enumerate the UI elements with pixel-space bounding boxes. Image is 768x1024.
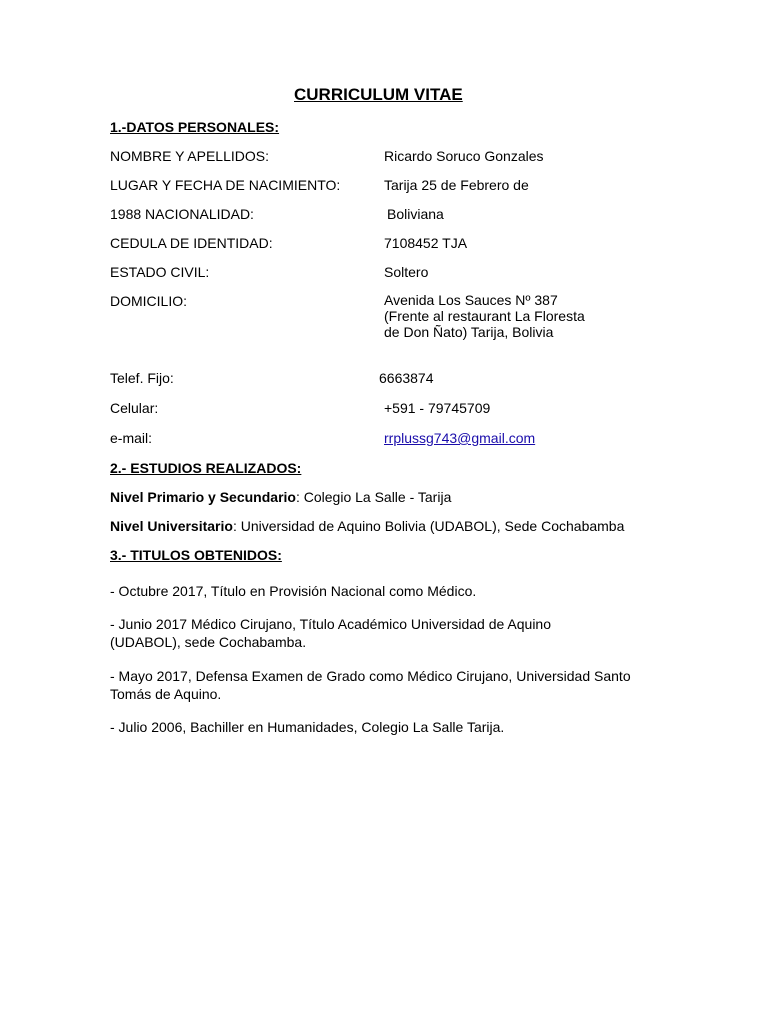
primary-education [110, 489, 451, 505]
email-link[interactable]: rrplussg743@gmail.com [384, 430, 536, 446]
mobile-value: +591 - 79745709 [384, 400, 491, 416]
section-heading-personal-data: 1.-DATOS PERSONALES: [110, 119, 280, 135]
degree-item [110, 667, 631, 703]
address-line: de Don Ñato) Tarija, Bolivia [384, 324, 554, 340]
primary-education-label: Nivel Primario y Secundario [110, 489, 296, 505]
email-label: e-mail: [110, 430, 153, 446]
address-value [384, 292, 585, 340]
phone-label: Telef. Fijo: [110, 370, 174, 386]
nationality-label: 1988 NACIONALIDAD: [110, 206, 254, 222]
university-education-label: Nivel Universitario [110, 518, 233, 534]
mobile-label: Celular: [110, 400, 159, 416]
name-value: Ricardo Soruco Gonzales [384, 148, 544, 164]
university-education [110, 518, 624, 534]
section-heading-degrees: 3.- TITULOS OBTENIDOS: [110, 547, 282, 563]
degree-item: - Julio 2006, Bachiller en Humanidades, Colegio La Salle Tarija. [110, 719, 505, 735]
degree-item-line: - Junio 2017 Médico Cirujano, Título Académico Universidad de Aquino [110, 616, 551, 632]
name-label: NOMBRE Y APELLIDOS: [110, 148, 269, 164]
phone-value: 6663874 [379, 370, 434, 386]
address-line: Avenida Los Sauces Nº 387 [384, 292, 558, 308]
primary-education-value: : Colegio La Salle - Tarija [295, 489, 452, 505]
section-heading-studies: 2.- ESTUDIOS REALIZADOS: [110, 460, 302, 476]
id-value: 7108452 TJA [384, 235, 468, 251]
degree-item [110, 615, 551, 651]
civil-status-label: ESTADO CIVIL: [110, 264, 210, 280]
degree-item-line: (UDABOL), sede Cochabamba. [110, 634, 307, 650]
birth-label: LUGAR Y FECHA DE NACIMIENTO: [110, 177, 341, 193]
nationality-value: Boliviana [387, 206, 444, 222]
id-label: CEDULA DE IDENTIDAD: [110, 235, 273, 251]
address-line: (Frente al restaurant La Floresta [384, 308, 585, 324]
birth-value: Tarija 25 de Febrero de [384, 177, 529, 193]
document-title: CURRICULUM VITAE [294, 85, 463, 104]
degree-item-line: - Mayo 2017, Defensa Examen de Grado como Médico Cirujano, Universidad Santo [110, 668, 631, 684]
university-education-value: : Universidad de Aquino Bolivia (UDABOL), Sede Cochabamba [232, 518, 625, 534]
civil-status-value: Soltero [384, 264, 429, 280]
degree-item-line: Tomás de Aquino. [110, 686, 222, 702]
degree-item: - Octubre 2017, Título en Provisión Nacional como Médico. [110, 583, 477, 599]
address-label: DOMICILIO: [110, 293, 188, 309]
